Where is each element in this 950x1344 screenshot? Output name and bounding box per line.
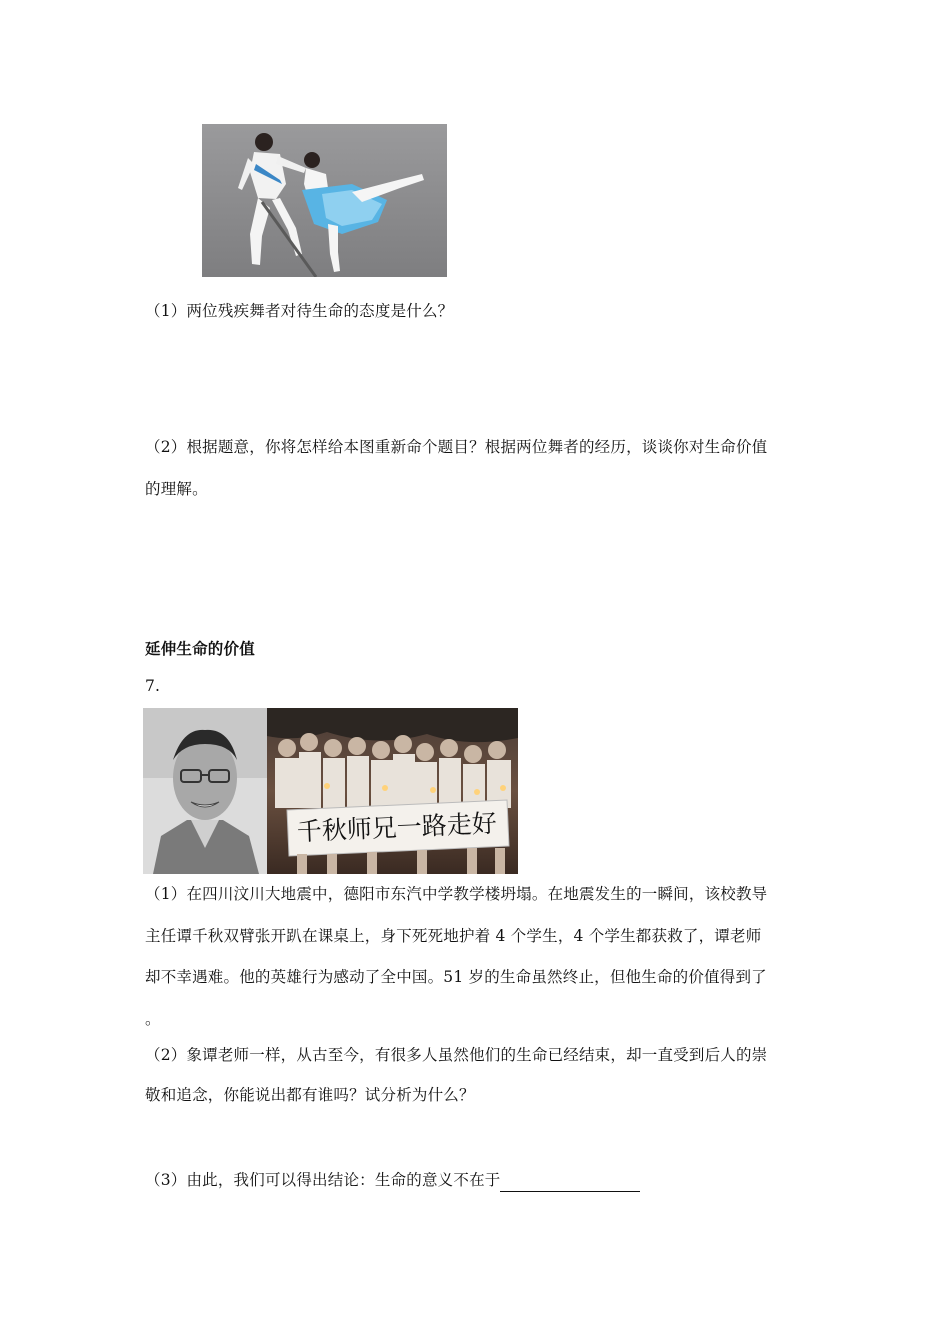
memorial-illustration (267, 708, 518, 874)
memorial-photo (267, 708, 518, 874)
q7-sub1-line2: 主任谭千秋双臂张开趴在课桌上，身下死死地护着 4 个学生，4 个学生都获救了，谭老师 (145, 927, 762, 945)
q7-sub1-line1: （1）在四川汶川大地震中，德阳市东汽中学教学楼坍塌。在地震发生的一瞬间，该校教导 (145, 885, 768, 903)
q6-sub2-line2: 的理解。 (145, 480, 208, 498)
q7-sub2-line2: 敬和追念，你能说出都有谁吗？试分析为什么？ (145, 1086, 475, 1104)
portrait-illustration (143, 708, 267, 874)
q7-sub1-line4: 。 (145, 1010, 161, 1028)
q7-sub3: （3）由此，我们可以得出结论：生命的意义不在于 (145, 1171, 501, 1189)
q7-sub3-row (145, 1168, 640, 1192)
section-title: 延伸生命的价值 (145, 640, 255, 658)
q7-sub2-line1: （2）象谭老师一样，从古至今，有很多人虽然他们的生命已经结束，却一直受到后人的崇 (145, 1046, 768, 1064)
q7-sub1-line3: 却不幸遇难。他的英雄行为感动了全中国。51 岁的生命虽然终止，但他生命的价值得到了 (145, 968, 767, 986)
portrait-photo (143, 708, 267, 874)
q7-number: 7. (145, 677, 161, 695)
dancers-illustration (202, 124, 447, 277)
answer-blank[interactable] (500, 1173, 640, 1192)
banner-text: 千秋师兄一路走好 (296, 808, 498, 847)
q6-sub2-line1: （2）根据题意，你将怎样给本图重新命个题目？根据两位舞者的经历，谈谈你对生命价值 (145, 438, 768, 456)
q6-sub1: （1）两位残疾舞者对待生命的态度是什么？ (145, 302, 454, 320)
dancers-photo (202, 124, 447, 277)
